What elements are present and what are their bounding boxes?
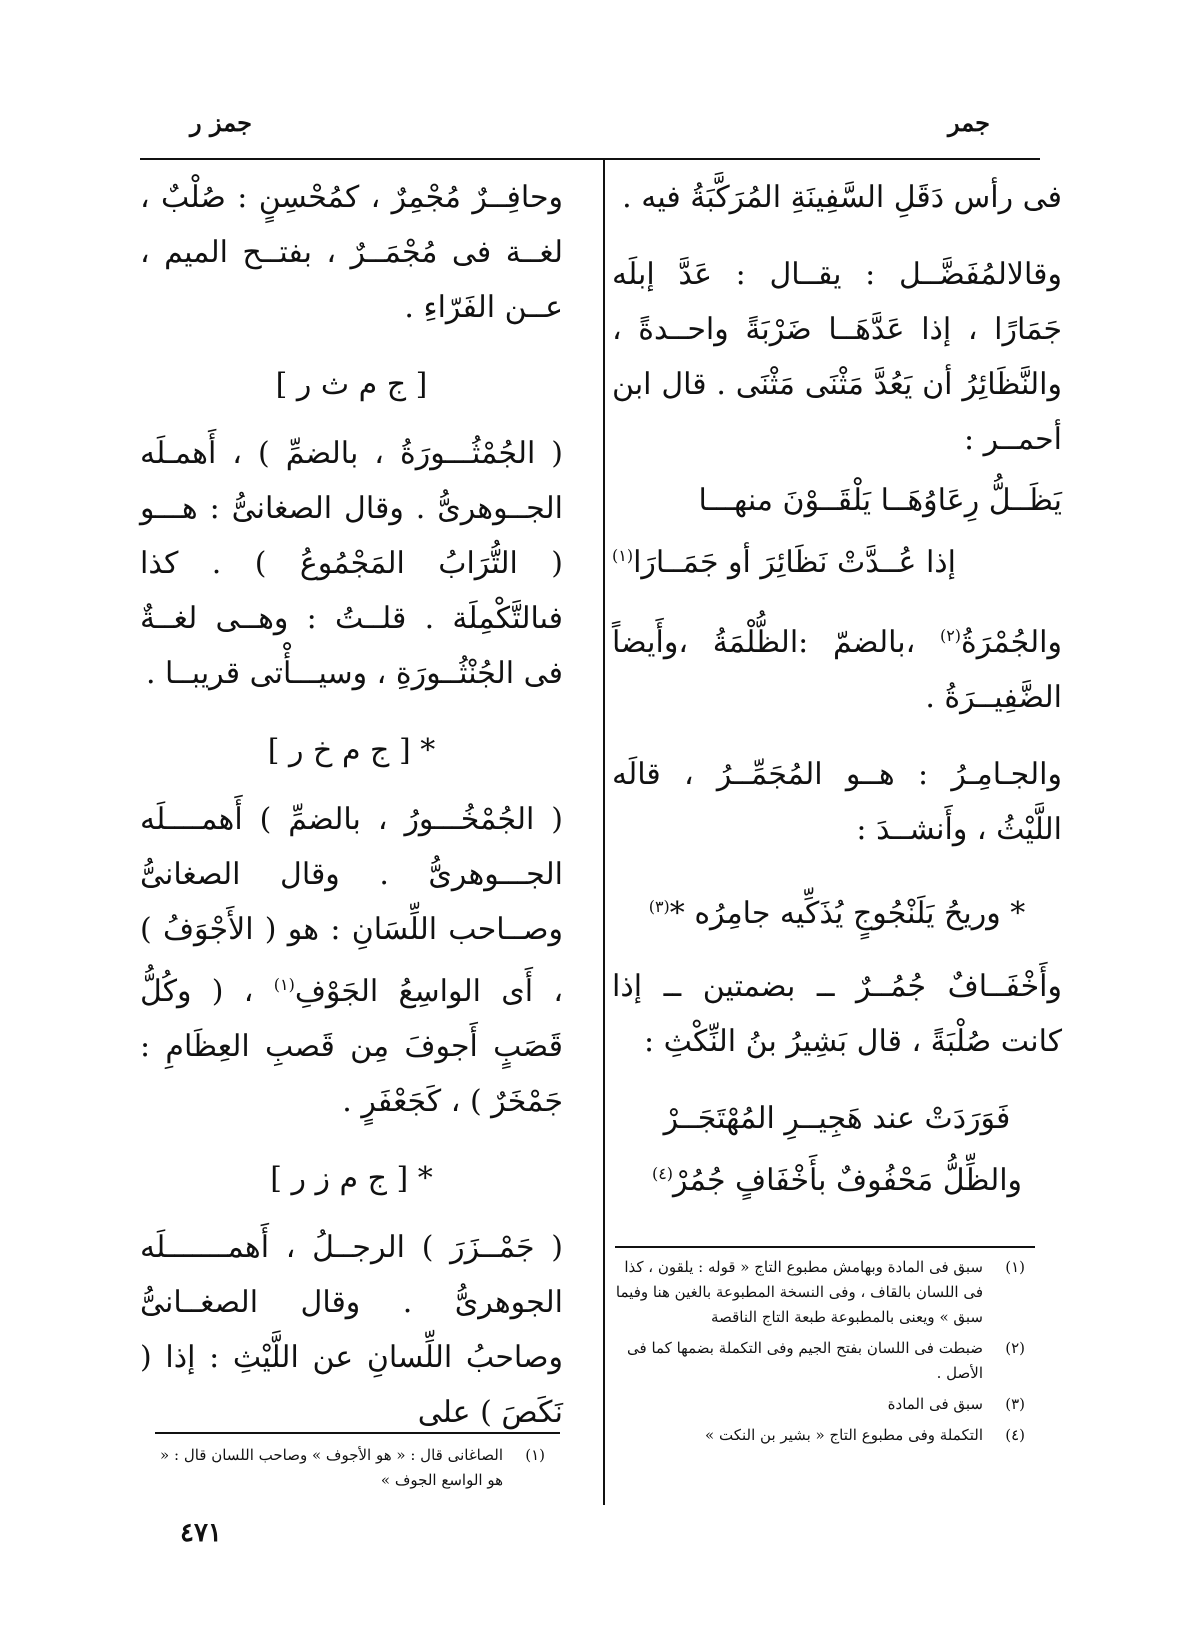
footnote-number: (٤): [1005, 1426, 1025, 1444]
verse-line: [612, 1146, 1062, 1208]
verse-line-text: إذا عُــدَّتْ نَظَائِرَ أو جَمَــارَا: [633, 545, 956, 580]
footnote: [615, 1336, 1025, 1386]
section-heading: [ ج م ث ر ]: [275, 367, 428, 402]
footnote-number: (١): [1005, 1258, 1025, 1276]
footnote-rule: [155, 1432, 560, 1434]
paragraph: وأَخْفَــافٌ جُمُــرٌ ــ بضمتين ــ إذا كانت صُلْبَةً ، قال بَشِيرُ بنُ النِّكْثِ :: [612, 969, 1062, 1059]
paragraph-text: ،بالضمّ :الظُّلْمَةُ ،وأَيضاً الضَّفِيــرَةُ .: [612, 625, 1062, 715]
page-number: ٤٧١: [180, 1518, 222, 1548]
verse-line: يَظَــلُّ رِعَاوُهَــا يَلْقَــوْنَ منهـــا: [698, 483, 1062, 518]
footnote-ref: (٢): [939, 626, 962, 645]
footnote-ref: (٤): [651, 1164, 674, 1183]
paragraph-text: ( الجُمْخُـــورُ ، بالضمِّ ) أَهمــــلَه الجـــوهرىُّ . وقال الصغانىُّ وصــاحب اللِّسَانِ : هو ( الأَجْوَفُ ) ، أَى الواسِعُ الجَوْفِ: [140, 802, 563, 1009]
left-column: [140, 170, 563, 1462]
verse: [612, 879, 1062, 941]
footnote: [615, 1392, 1025, 1417]
footnote-text: الصاغانى قال : « هو الأجوف » وصاحب اللسان قال : « هو الواسع الجوف »: [160, 1446, 503, 1489]
running-head-left: جمز ر: [190, 108, 252, 137]
verse-line: فَوَرَدَتْ عند هَجِيــرِ المُهْتَجَــرْ: [663, 1101, 1011, 1136]
paragraph-text: ، ( وكُلُّ قَصَبٍ أَجوفَ مِن قَصبِ العِظَامِ : جَمْخَرٌ ) ، كَجَعْفَرٍ .: [140, 974, 563, 1119]
footnote-ref: (٣): [648, 897, 670, 916]
paragraph-text: والجُمْرَةُ: [961, 625, 1062, 660]
footnote-text: ضبطت فى اللسان بفتح الجيم وفى التكملة بضمها كما فى الأصل .: [627, 1339, 983, 1382]
footnote-number: (٢): [1005, 1339, 1025, 1357]
footnote-number: (١): [525, 1446, 545, 1464]
footnote-rule: [615, 1246, 1035, 1248]
verse-line: [612, 528, 1062, 590]
right-column: [612, 170, 1062, 1226]
header-rule: [140, 158, 1040, 160]
verse: [612, 1091, 1062, 1208]
column-divider: [603, 160, 605, 1505]
footnotes-left: [145, 1443, 545, 1499]
paragraph: فى رأس دَقَلِ السَّفِينَةِ المُرَكَّبَةُ فيه .: [622, 180, 1062, 215]
verse-line: [612, 879, 1062, 941]
footnotes-right: [615, 1255, 1025, 1454]
paragraph: ( الجُمْثُـــورَةُ ، بالضمِّ ) ، أَهمـلَه الجــوهرىُّ . وقال الصغانىُّ : هـــو ( التُّرَابُ المَجْمُوعُ ) . كذا فىالتَّكْمِلَة . قلــتُ : وهــى لغــةٌ فى الجُنْثُــورَةِ ، وسيـــأْتى قريبــا .: [140, 436, 563, 691]
paragraph: [612, 608, 1062, 725]
verse: [612, 473, 1062, 590]
footnote: [615, 1423, 1025, 1448]
verse-line-text: والظِّلُّ مَحْفُوفٌ بأَخْفَافٍ جُمُرْ: [673, 1163, 1023, 1198]
verse-line-text: * وريحُ يَلَنْجُوجٍ يُذَكِّيه جامِرُه *: [669, 896, 1026, 931]
section-heading: * [ ج م ز ر ]: [270, 1161, 433, 1196]
paragraph: والجـامِـرُ : هــو المُجَمِّــرُ ، قالَه اللَّيْثُ ، وأَنشــدَ :: [612, 757, 1062, 847]
footnote-number: (٣): [1005, 1395, 1025, 1413]
paragraph: وحافِــرٌ مُجْمِرٌ ، كمُحْسِنٍ : صُلْبٌ ، لغــة فى مُجْمَــرٌ ، بفتــح الميم ، عــن الفَرّاءِ .: [140, 180, 563, 325]
footnote: [615, 1255, 1025, 1330]
footnote: [145, 1443, 545, 1493]
footnote-text: التكملة وفى مطبوع التاج « بشير بن النكت »: [705, 1426, 983, 1444]
paragraph: ( جَمْــزَرَ ) الرجــلُ ، أَهمـــــــلَه الجوهرىُّ . وقال الصغــانىُّ وصاحبُ اللِّسانِ عن اللَّيْثِ : إذا ( نَكَصَ ) على: [140, 1230, 563, 1430]
footnote-ref: (١): [612, 546, 634, 565]
footnote-ref: (١): [273, 975, 295, 994]
paragraph: [140, 792, 563, 1129]
section-heading: * [ ج م خ ر ]: [267, 733, 436, 768]
paragraph: وقالالمُفَضَّــل : يقــال : عَدَّ إبلَه جَمَارًا ، إذا عَدَّهَــا ضَرْبَةً واحــدةً ، والنَّظَائِرُ أن يَعُدَّ مَثْنَى مَثْنَى . قال ابن أحمــر :: [612, 257, 1062, 457]
footnote-text: سبق فى المادة: [887, 1395, 983, 1413]
footnote-text: سبق فى المادة وبهامش مطبوع التاج « قوله : يلقون ، كذا فى اللسان بالقاف ، وفى النسخة المطبوعة بالغين هنا وفيما سبق » ويعنى بالمطبوعة طبعة التاج الناقصة: [615, 1258, 983, 1326]
running-head-right: جمر: [948, 108, 990, 137]
